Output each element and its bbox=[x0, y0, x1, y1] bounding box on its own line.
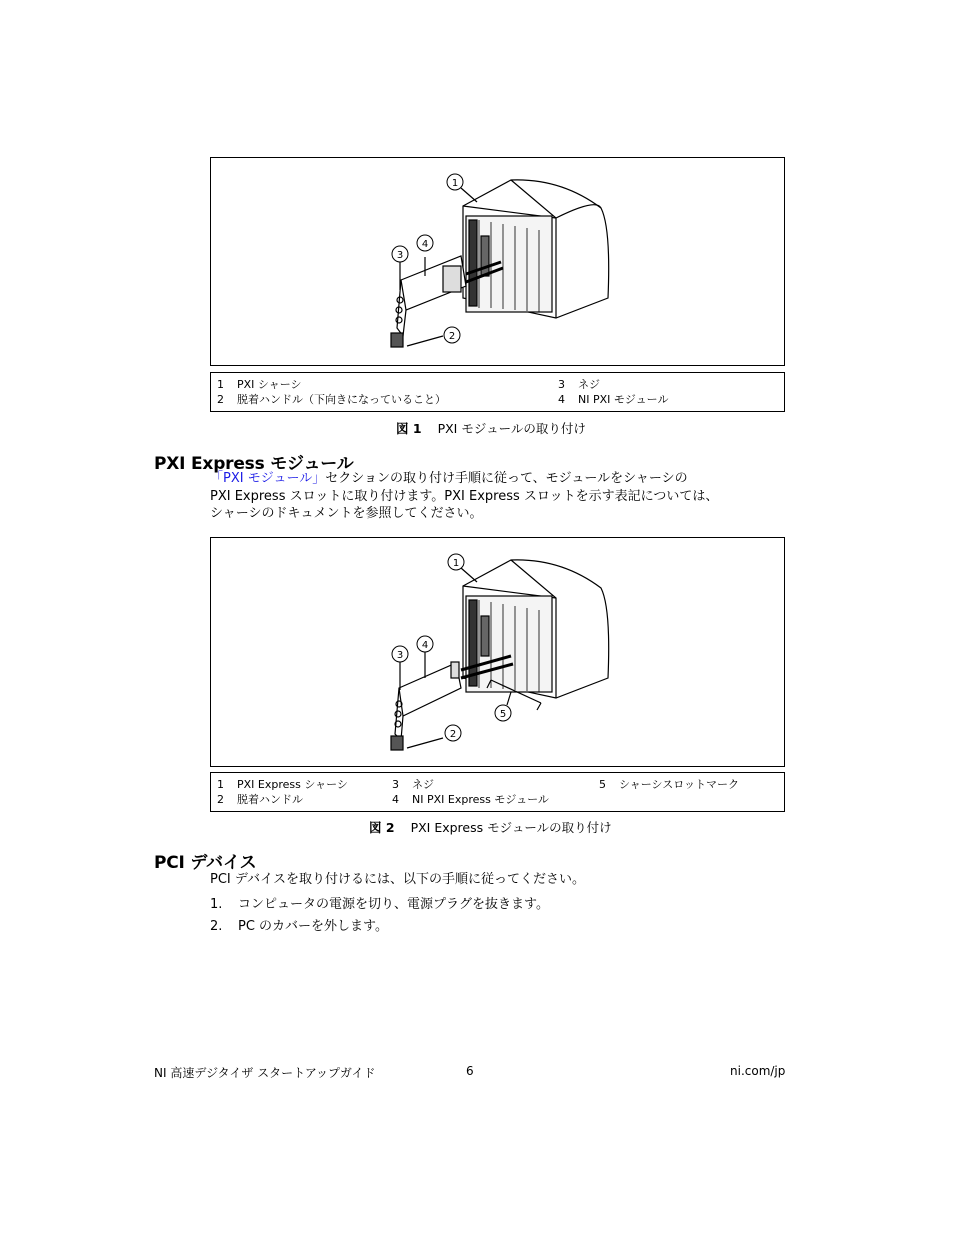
footer-title: NI 高速デジタイザ スタートアップガイド bbox=[154, 1066, 376, 1080]
callout-1-label: 1 bbox=[452, 558, 460, 569]
legend-item: 2 脱着ハンドル（下向きになっていること） bbox=[217, 393, 446, 406]
section-2-intro: PCI デバイスを取り付けるには、以下の手順に従ってください。 bbox=[210, 872, 585, 887]
legend-item: 4 NI PXI モジュール bbox=[558, 393, 669, 406]
step-item: 2. PC のカバーを外します。 bbox=[210, 919, 389, 934]
legend-item: 5 シャーシスロットマーク bbox=[599, 778, 740, 791]
legend-item: 3 ネジ bbox=[392, 778, 434, 791]
figure-1-legend bbox=[210, 372, 785, 412]
callout-2-label: 2 bbox=[449, 729, 457, 740]
callout-3-label: 3 bbox=[396, 650, 404, 661]
figure-2-illustration bbox=[210, 537, 785, 767]
legend-item: 3 ネジ bbox=[558, 378, 600, 391]
figure-2-caption-text: PXI Express モジュールの取り付け bbox=[410, 820, 612, 835]
figure-2-caption-label: 図 2 bbox=[369, 820, 395, 835]
callout-1-label: 1 bbox=[451, 178, 459, 189]
footer-page-number: 6 bbox=[466, 1064, 474, 1078]
footer-url: ni.com/jp bbox=[730, 1064, 786, 1078]
figure-1-illustration bbox=[210, 157, 785, 366]
figure-1-caption-text: PXI モジュールの取り付け bbox=[437, 421, 586, 436]
callout-5-label: 5 bbox=[499, 709, 507, 720]
pxi-express-installation-drawing bbox=[211, 538, 784, 766]
section-heading-pxi-express: PXI Express モジュール bbox=[154, 454, 354, 474]
step-item: 1. コンピュータの電源を切り、電源プラグを抜きます。 bbox=[210, 897, 549, 912]
callout-2-label: 2 bbox=[448, 331, 456, 342]
figure-1-caption bbox=[396, 419, 586, 437]
section-1-paragraph: 「PXI モジュール」セクションの取り付け手順に従って、モジュールをシャーシの PXI Express スロットに取り付けます。PXI Express スロットを示す表記については、 シャーシのドキュメントを参照してください。 bbox=[210, 471, 719, 521]
legend-item: 2 脱着ハンドル bbox=[217, 793, 303, 806]
pxi-module-section-link[interactable]: 「PXI モジュール」 bbox=[210, 471, 326, 486]
section-heading-pci-device: PCI デバイス bbox=[154, 853, 257, 873]
figure-2-legend bbox=[210, 772, 785, 812]
pxi-installation-drawing bbox=[211, 158, 784, 365]
figure-1-caption-label: 図 1 bbox=[396, 421, 422, 436]
callout-4-label: 4 bbox=[421, 640, 429, 651]
legend-item: 1 PXI Express シャーシ bbox=[217, 778, 348, 791]
legend-item: 1 PXI シャーシ bbox=[217, 378, 302, 391]
callout-4-label: 4 bbox=[421, 239, 429, 250]
callout-3-label: 3 bbox=[396, 250, 404, 261]
legend-item: 4 NI PXI Express モジュール bbox=[392, 793, 549, 806]
figure-2-caption bbox=[369, 818, 612, 836]
